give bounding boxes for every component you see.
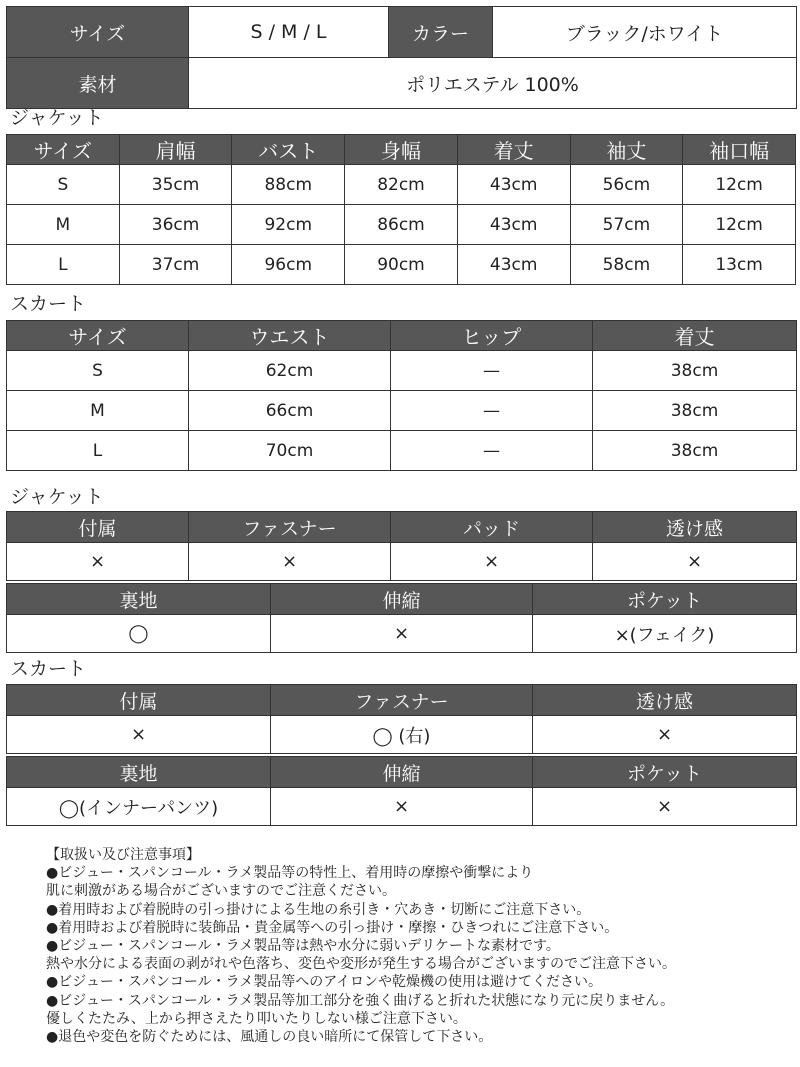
spec-header: 透け感 [593, 512, 797, 543]
column-header: 肩幅 [119, 135, 232, 165]
spec-header: 裏地 [7, 584, 271, 615]
spec-header: 付属 [7, 685, 271, 716]
size-value: S / M / L [189, 7, 389, 58]
spec-value: × [7, 543, 189, 581]
table-row [7, 165, 796, 205]
material-label: 素材 [7, 58, 189, 109]
spec-header: ポケット [533, 757, 797, 788]
notes-heading: 【取扱い及び注意事項】 [46, 847, 200, 863]
color-value: ブラック/ホワイト [493, 7, 797, 58]
table-cell: 82cm [345, 165, 458, 205]
jacket-size-table [6, 134, 796, 285]
table-cell: 66cm [189, 391, 391, 431]
column-header: 着丈 [457, 135, 570, 165]
column-header: バスト [232, 135, 345, 165]
table-cell: — [391, 351, 593, 391]
table-cell: 12cm [683, 165, 796, 205]
table-cell: M [7, 205, 120, 245]
skirt-spec-title: スカート [10, 658, 87, 680]
table-cell: 88cm [232, 165, 345, 205]
spec-value: × [271, 788, 533, 826]
spec-value: ◯(インナーパンツ) [7, 788, 271, 826]
table-row [7, 716, 797, 754]
size-label: サイズ [7, 7, 189, 58]
column-header: 袖口幅 [683, 135, 796, 165]
table-cell: 35cm [119, 165, 232, 205]
header-row [7, 685, 797, 716]
table-cell: 56cm [570, 165, 683, 205]
table-cell: 38cm [593, 431, 797, 471]
column-header: サイズ [7, 321, 189, 351]
note-line: 熱や水分による表面の剥がれや色落ち、変色や変形が発生する場合がございますのでご注意下さい。 [46, 956, 676, 973]
spec-header: 付属 [7, 512, 189, 543]
table-cell: 43cm [457, 165, 570, 205]
table-row [7, 543, 797, 581]
skirt-size-title: スカート [10, 293, 87, 315]
table-row [7, 205, 796, 245]
table-cell: S [7, 351, 189, 391]
spec-header: 伸縮 [271, 757, 533, 788]
table-cell: 43cm [457, 245, 570, 285]
table-cell: 12cm [683, 205, 796, 245]
spec-value: × [533, 716, 797, 754]
table-cell: 58cm [570, 245, 683, 285]
column-header: ヒップ [391, 321, 593, 351]
table-cell: 70cm [189, 431, 391, 471]
skirt-size-table [6, 320, 797, 471]
table-row [7, 245, 796, 285]
column-header: 袖丈 [570, 135, 683, 165]
table-cell: 57cm [570, 205, 683, 245]
table-cell: — [391, 431, 593, 471]
table-row [7, 788, 797, 826]
header-row [7, 135, 796, 165]
table-cell: 92cm [232, 205, 345, 245]
spec-value: ◯ (右) [271, 716, 533, 754]
header-row [7, 584, 797, 615]
table-row [7, 615, 797, 653]
column-header: サイズ [7, 135, 120, 165]
jacket-size-title: ジャケット [10, 107, 104, 129]
skirt-spec-table-2 [6, 756, 797, 826]
table-cell: 62cm [189, 351, 391, 391]
table-row [7, 351, 797, 391]
note-line: 優しくたたみ、上から押さえたり叩いたりしない様ご注意下さい。 [46, 1010, 467, 1027]
spec-value: × [391, 543, 593, 581]
note-line: ●ビジュー・スパンコール・ラメ製品等は熱や水分に弱いデリケートな素材です。 [46, 938, 560, 955]
header-row [7, 757, 797, 788]
header-row [7, 321, 797, 351]
note-line: ●ビジュー・スパンコール・ラメ製品等の特性上、着用時の摩擦や衝撃により [46, 865, 534, 882]
spec-header: 伸縮 [271, 584, 533, 615]
table-cell: 43cm [457, 205, 570, 245]
table-cell: S [7, 165, 120, 205]
table-cell: 38cm [593, 391, 797, 431]
spec-header: 透け感 [533, 685, 797, 716]
table-row [7, 391, 797, 431]
table-cell: 96cm [232, 245, 345, 285]
care-notes [46, 846, 676, 1046]
note-line: ●着用時および着脱時の引っ掛けによる生地の糸引き・穴あき・切断にご注意下さい。 [46, 901, 591, 918]
table-row [7, 431, 797, 471]
table-cell: L [7, 431, 189, 471]
jacket-spec-title: ジャケット [10, 486, 104, 508]
note-line: ●ビジュー・スパンコール・ラメ製品等へのアイロンや乾燥機の使用は避けてください。 [46, 974, 602, 991]
note-line: ●着用時および着脱時に装飾品・貴金属等への引っ掛け・摩擦・ひきつれにご注意下さい。 [46, 919, 619, 936]
spec-value: × [533, 788, 797, 826]
spec-header: 裏地 [7, 757, 271, 788]
spec-header: パッド [391, 512, 593, 543]
spec-value: × [593, 543, 797, 581]
jacket-spec-table-2 [6, 583, 797, 653]
table-cell: 36cm [119, 205, 232, 245]
product-info-table [6, 6, 797, 109]
spec-header: ポケット [533, 584, 797, 615]
table-cell: 37cm [119, 245, 232, 285]
column-header: 身幅 [345, 135, 458, 165]
table-cell: 13cm [683, 245, 796, 285]
note-line: ●退色や変色を防ぐためには、風通しの良い暗所にて保管して下さい。 [46, 1029, 493, 1046]
material-value: ポリエステル 100% [189, 58, 797, 109]
header-row [7, 512, 797, 543]
spec-value: × [7, 716, 271, 754]
spec-value: ×(フェイク) [533, 615, 797, 653]
spec-header: ファスナー [271, 685, 533, 716]
column-header: 着丈 [593, 321, 797, 351]
note-line: 肌に刺激がある場合がございますのでご注意ください。 [46, 883, 396, 900]
spec-value: × [271, 615, 533, 653]
skirt-spec-table-1 [6, 684, 797, 754]
table-cell: 38cm [593, 351, 797, 391]
note-line: ●ビジュー・スパンコール・ラメ製品等加工部分を強く曲げると折れた状態になり元に戻りません。 [46, 992, 675, 1009]
spec-value: × [189, 543, 391, 581]
color-label: カラー [389, 7, 493, 58]
table-cell: 86cm [345, 205, 458, 245]
jacket-spec-table-1 [6, 511, 797, 581]
table-cell: L [7, 245, 120, 285]
spec-value: ◯ [7, 615, 271, 653]
column-header: ウエスト [189, 321, 391, 351]
table-cell: M [7, 391, 189, 431]
spec-header: ファスナー [189, 512, 391, 543]
table-cell: 90cm [345, 245, 458, 285]
table-cell: — [391, 391, 593, 431]
